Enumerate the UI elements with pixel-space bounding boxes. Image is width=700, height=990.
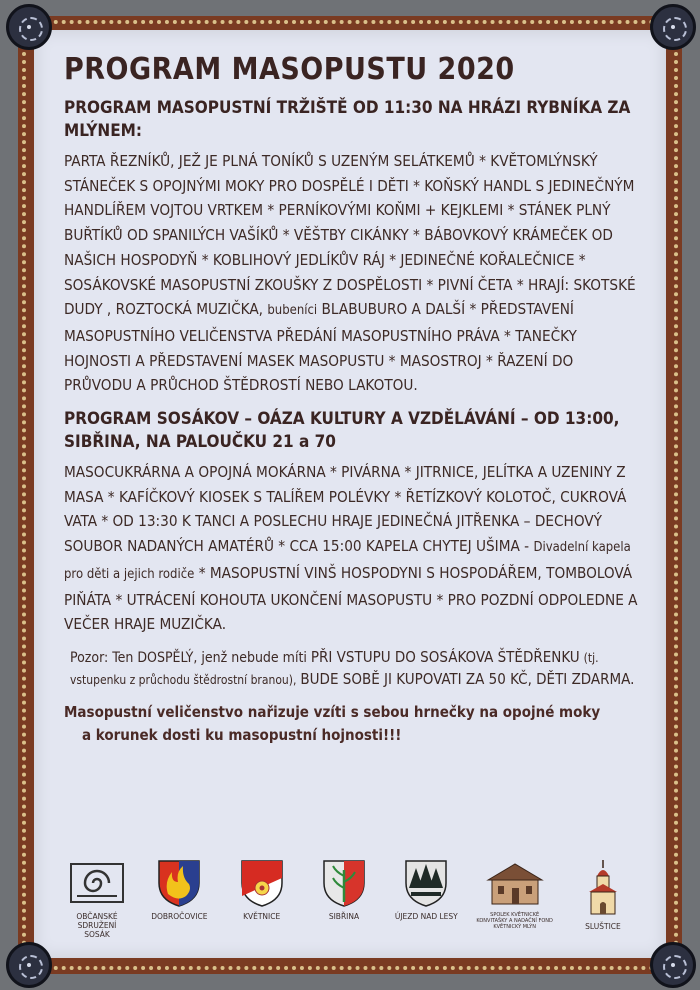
poster-title: PROGRAM MASOPUSTU 2020 bbox=[64, 52, 515, 87]
section2-text-tail: * MASOPUSTNÍ VINŠ HOSPODYNI S HOSPODÁŘEM, TOMBOLOVÁ PIŇÁTA * UTRÁCENÍ KOHOUTA UKONČENÍ MASOPUSTU * PRO POZDNÍ ODPOLEDNE A VEČER HRAJE MUZIČKA. bbox=[64, 563, 638, 634]
section1-heading: PROGRAM MASOPUSTNÍ TRŽIŠTĚ OD 11:30 NA HRÁZI RYBNÍKA ZA MLÝNEM: bbox=[64, 98, 631, 141]
notice-part1: DOSPĚLÝ, bbox=[137, 649, 198, 666]
section2-body bbox=[64, 460, 642, 637]
mill-building-icon bbox=[484, 858, 546, 908]
section1-text: PARTA ŘEZNÍKŮ, JEŽ JE PLNÁ TONÍKŮ S UZENÝM SELÁTKEMŮ * KVĚTOMLÝNSKÝ STÁNEČEK S OPOJNÝMI MOKY PRO DOSPĚLÉ I DĚTI * KOŇSKÝ HANDL S JEDINEČNÝM HANDLÍŘEM VOJTOU VRTKEM * PERNÍKOVÝMI KOŇMI + KEJKLEMI * STÁNEK PLNÝ BUŘTÍKŮ OD SPANILÝCH VAŠÍKŮ * VĚŠTBY CIKÁNKY * BÁBOVKOVÝ KRÁMEČEK OD NAŠICH HOSPODYŇ * KOBLIHOVÝ JEDLÍKŮV RÁJ * JEDINEČNÉ KOŘALEČNICE * SOSÁKOVSKÉ MASOPUSTNÍ ZKOUŠKY Z DOSPĚLOSTI * PIVNÍ ČETA * HRAJÍ: SKOTSKÉ DUDY , ROZTOCKÁ MUZIČKA, bbox=[64, 152, 636, 319]
section2-small-text: Divadelní kapela pro děti a jejich rodiče bbox=[64, 540, 631, 582]
logo-caption: OBČANSKÉ SDRUŽENÍ SOSÁK bbox=[76, 912, 118, 939]
section1-text-tail: BLABUBURO A DALŠÍ * PŘEDSTAVENÍ MASOPUSTNÍHO VELIČENSTVA PŘEDÁNÍ MASOPUSTNÍHO PRÁVA * TANEČKY HOJNOSTI A PŘEDSTAVENÍ MASEK MASOPUSTU * MASOSTROJ * ŘAZENÍ DO PRŮVODU A PRŮCHOD ŠTĚDROSTÍ NEBO LAKOTOU. bbox=[64, 300, 577, 395]
notice-part3: PŘI VSTUPU DO SOSÁKOVA ŠTĚDŘENKU bbox=[310, 647, 580, 666]
logo-mlyn bbox=[476, 858, 554, 930]
logo-kvetnice bbox=[229, 858, 295, 921]
corner-ornament-icon bbox=[650, 942, 696, 988]
chapel-icon bbox=[583, 858, 623, 918]
trees-shield-icon bbox=[403, 858, 449, 908]
notice-part5: BUDE SOBĚ JI KUPOVATI ZA 50 KČ, DĚTI ZDARMA. bbox=[300, 669, 635, 688]
sponsor-logos bbox=[64, 858, 636, 942]
notice-lead: Pozor: Ten bbox=[70, 649, 134, 666]
section1-body bbox=[64, 149, 642, 398]
logo-sibrina bbox=[311, 858, 377, 921]
logo-caption: KVĚTNICE bbox=[243, 912, 281, 921]
section1-small-text: bubeníci bbox=[267, 303, 318, 319]
notice-part2: jenž nebude míti bbox=[201, 649, 307, 666]
flame-shield-icon bbox=[156, 858, 202, 908]
entry-notice bbox=[70, 647, 642, 691]
corner-ornament-icon bbox=[650, 4, 696, 50]
logo-slustice bbox=[570, 858, 636, 931]
flower-shield-icon bbox=[239, 858, 285, 908]
logo-sosak bbox=[64, 858, 130, 939]
logo-caption: SIBŘINA bbox=[328, 912, 360, 921]
notice-part4: (tj. vstupenku z průchodu štědrostní branou), bbox=[70, 650, 599, 687]
logo-ujezd bbox=[393, 858, 459, 921]
logo-caption: ÚJEZD NAD LESY bbox=[394, 912, 458, 921]
logo-caption: SPOLEK KVĚTNICKÉ KONVITAŠKY A NADAČNÍ FOND KVĚTNICKÝ MLÝN bbox=[476, 912, 553, 930]
closing-line1: Masopustní veličenstvo nařizuje vzíti s sebou hrnečky na opojné moky bbox=[64, 702, 601, 721]
closing-line2: a korunek dosti ku masopustní hojnosti!!! bbox=[82, 725, 402, 744]
corner-ornament-icon bbox=[6, 4, 52, 50]
wheat-shield-icon bbox=[321, 858, 367, 908]
section2-heading: PROGRAM SOSÁKOV – OÁZA KULTURY A VZDĚLÁVÁNÍ – OD 13:00, SIBŘINA, NA PALOUČKU 21 a 70 bbox=[64, 409, 620, 453]
logo-caption: SLUŠTICE bbox=[585, 922, 621, 931]
snail-logo-icon bbox=[67, 858, 127, 908]
closing-message bbox=[64, 701, 642, 747]
section2-text: MASOCUKRÁRNA A OPOJNÁ MOKÁRNA * PIVÁRNA * JITRNICE, JELÍTKA A UZENINY Z MASA * KAFÍČKOVÝ KIOSEK S TALÍŘEM POLÉVKY * ŘETÍZKOVÝ KOLOTOČ, CUKROVÁ VATA * OD 13:30 K TANCI A POSLECHU HRAJE JEDINEČNÁ JITŘENKA – DECHOVÝ SOUBOR NADANÝCH AMATÉRŮ * CCA 15:00 KAPELA CHYTEJ UŠIMA - bbox=[64, 463, 627, 556]
logo-caption: DOBROČOVICE bbox=[151, 912, 208, 921]
logo-dobrocovice bbox=[146, 858, 212, 921]
corner-ornament-icon bbox=[6, 942, 52, 988]
poster-content bbox=[64, 52, 642, 747]
